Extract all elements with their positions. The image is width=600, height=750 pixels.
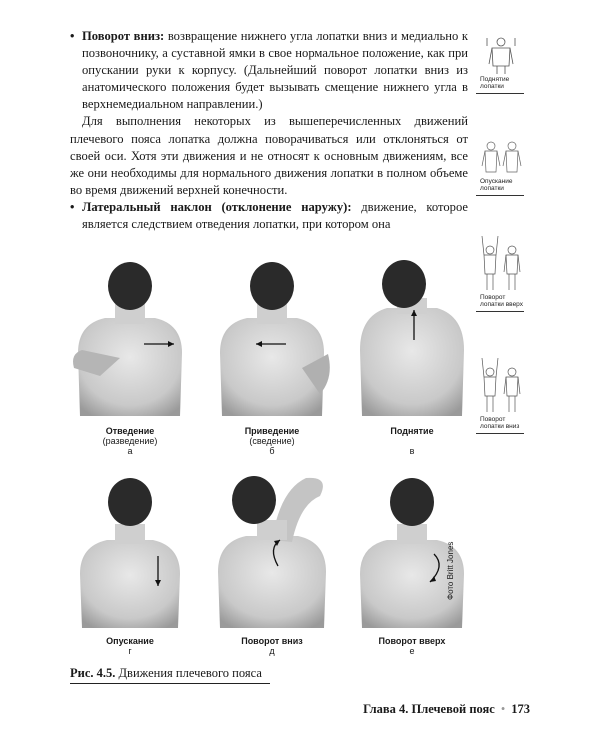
caption-letter: г bbox=[128, 646, 132, 656]
bullet-mark: • bbox=[70, 29, 75, 43]
bullet-term: Поворот вниз: bbox=[82, 29, 165, 43]
caption-title: Поднятие bbox=[390, 426, 434, 436]
figure-label: Рис. 4.5. bbox=[70, 666, 116, 680]
caption-upward-rotation bbox=[342, 636, 482, 656]
bullet-mark: • bbox=[70, 199, 75, 214]
sidebar-figure-depression bbox=[476, 136, 526, 196]
bullet-body: движение, которое является следствием отведения лопатки, при котором она bbox=[82, 199, 468, 232]
photo-credit: Фото Britt Jones bbox=[446, 541, 455, 600]
caption-title: Поворот вниз bbox=[241, 636, 303, 646]
bullet-lateral-tilt bbox=[70, 199, 468, 233]
caption-letter: в bbox=[409, 446, 415, 456]
footer-separator: • bbox=[500, 702, 506, 716]
figure-icon bbox=[476, 34, 526, 74]
photo-downward-rotation bbox=[202, 470, 342, 628]
sidebar-figure-downward-rotation bbox=[476, 354, 526, 434]
sidebar-figure-upward-rotation bbox=[476, 232, 526, 312]
figure-icon bbox=[476, 136, 526, 176]
caption-letter: д bbox=[269, 646, 275, 656]
page-number: 173 bbox=[511, 702, 530, 716]
caption-letter: б bbox=[269, 446, 275, 456]
caption-elevation bbox=[342, 426, 482, 456]
bullet-term: Латеральный наклон (отклонение наружу): bbox=[82, 199, 352, 214]
bullet-body: возвращение нижнего угла лопатки вниз и медиально к позвоночнику, а суставной ямки в свое нормальное положение, как при опускании руки к корпусу. (Дальнейший поворот лопатки вниз из анатомического положения будет вызывать смещение нижнего угла в верхнемедиальном направлении.) bbox=[82, 29, 468, 112]
chapter-title: Глава 4. Плечевой пояс bbox=[363, 702, 495, 716]
figure-icon bbox=[476, 354, 526, 414]
photo-elevation bbox=[342, 258, 482, 416]
page-footer bbox=[363, 702, 530, 717]
sidebar-label: Поворот лопатки вверх bbox=[480, 294, 523, 308]
caption-title: Отведение bbox=[105, 426, 155, 436]
photo-depression bbox=[60, 470, 200, 628]
caption-depression bbox=[60, 636, 200, 656]
sidebar-label: Поворот лопатки вниз bbox=[480, 416, 520, 430]
photo-upward-rotation bbox=[342, 470, 482, 628]
photo-adduction bbox=[202, 258, 342, 416]
body-text bbox=[70, 28, 468, 233]
figure-caption bbox=[70, 666, 262, 681]
bullet-rotation-down bbox=[70, 28, 468, 113]
caption-rule bbox=[70, 683, 270, 684]
caption-subtitle: (сведение) bbox=[249, 436, 295, 446]
caption-subtitle: (разведение) bbox=[102, 436, 158, 446]
figure-text: Движения плечевого пояса bbox=[115, 666, 262, 680]
divider bbox=[476, 311, 524, 312]
divider bbox=[476, 195, 524, 196]
caption-title: Опускание bbox=[106, 636, 154, 646]
sidebar-label: Опускание лопатки bbox=[480, 178, 513, 192]
photo-abduction bbox=[60, 258, 200, 416]
figure-icon bbox=[476, 232, 526, 292]
caption-adduction bbox=[202, 426, 342, 456]
divider bbox=[476, 93, 524, 94]
paragraph: Для выполнения некоторых из вышеперечисленных движений плечевого пояса лопатка должна поворачиваться или отклоняться от своей оси. Хотя эти движения и не относят к основным движениям, все же они необходимы для нормального движения лопатки в полном объеме во время движений верхней конечности. bbox=[70, 114, 468, 197]
caption-downward-rotation bbox=[202, 636, 342, 656]
caption-abduction bbox=[60, 426, 200, 456]
sidebar-label: Поднятие лопатки bbox=[480, 76, 510, 90]
divider bbox=[476, 433, 524, 434]
caption-letter: а bbox=[127, 446, 133, 456]
caption-title: Поворот вверх bbox=[378, 636, 446, 646]
caption-letter: е bbox=[409, 646, 415, 656]
sidebar-figure-elevation bbox=[476, 34, 526, 94]
caption-title: Приведение bbox=[244, 426, 300, 436]
